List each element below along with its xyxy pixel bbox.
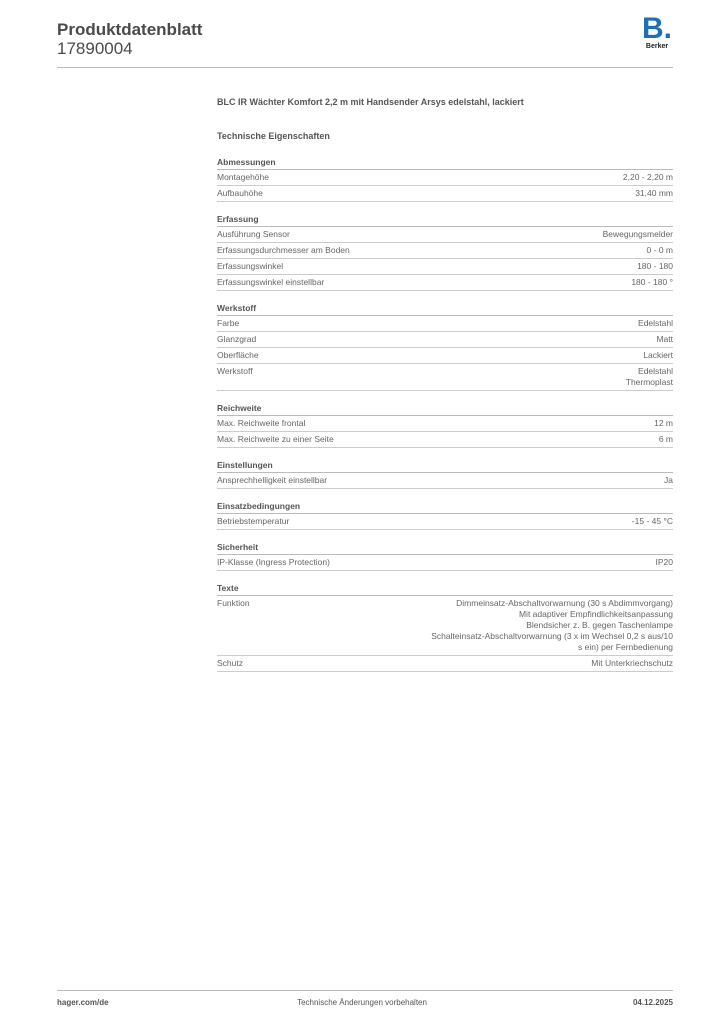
article-number: 17890004 (57, 39, 133, 58)
property-value: 31,40 mm (635, 188, 673, 198)
property-value: 180 - 180 ° (631, 277, 673, 287)
property-label: Werkstoff (217, 366, 253, 376)
header-divider (57, 67, 673, 68)
property-value: Edelstahl Thermoplast (625, 366, 673, 387)
property-row (217, 596, 673, 656)
property-label: Glanzgrad (217, 334, 257, 344)
property-label: Betriebstemperatur (217, 516, 290, 526)
property-row (217, 656, 673, 672)
section-heading: Reichweite (217, 401, 673, 416)
property-row (217, 259, 673, 275)
page-title: Produktdatenblatt (57, 20, 203, 39)
property-label: Schutz (217, 658, 243, 668)
property-row (217, 316, 673, 332)
section-title: Technische Eigenschaften (217, 131, 330, 141)
property-row (217, 514, 673, 530)
property-value: Lackiert (643, 350, 673, 360)
section-heading: Sicherheit (217, 540, 673, 555)
property-row (217, 275, 673, 291)
property-value: -15 - 45 °C (631, 516, 673, 526)
property-label: Farbe (217, 318, 240, 328)
logo-mark: B. (642, 12, 672, 45)
property-section (217, 499, 673, 530)
property-label: Max. Reichweite zu einer Seite (217, 434, 334, 444)
properties-table (217, 155, 673, 682)
property-section (217, 581, 673, 672)
property-value: Edelstahl (638, 318, 673, 328)
property-value: Matt (656, 334, 673, 344)
property-row (217, 473, 673, 489)
footer-note: Technische Änderungen vorbehalten (297, 998, 427, 1007)
property-label: Montagehöhe (217, 172, 269, 182)
property-section (217, 458, 673, 489)
property-label: Ausführung Sensor (217, 229, 290, 239)
product-name: BLC IR Wächter Komfort 2,2 m mit Handsender Arsys edelstahl, lackiert (217, 97, 524, 107)
property-label: Max. Reichweite frontal (217, 418, 306, 428)
property-value: IP20 (655, 557, 673, 567)
section-heading: Texte (217, 581, 673, 596)
section-heading: Werkstoff (217, 301, 673, 316)
section-heading: Abmessungen (217, 155, 673, 170)
logo-brand: Berker (645, 43, 669, 50)
property-section (217, 540, 673, 571)
property-label: IP-Klasse (Ingress Protection) (217, 557, 330, 567)
property-label: Erfassungswinkel einstellbar (217, 277, 325, 287)
property-label: Erfassungswinkel (217, 261, 284, 271)
property-row (217, 186, 673, 202)
property-row (217, 332, 673, 348)
property-row (217, 348, 673, 364)
property-value: 12 m (654, 418, 673, 428)
property-value: 2,20 - 2,20 m (622, 172, 673, 182)
property-section (217, 401, 673, 448)
property-row (217, 170, 673, 186)
property-row (217, 432, 673, 448)
property-value: Bewegungsmelder (602, 229, 673, 239)
property-value: Mit Unterkriechschutz (591, 658, 673, 668)
property-row (217, 243, 673, 259)
property-value: Ja (664, 475, 673, 485)
property-section (217, 155, 673, 202)
berker-logo (640, 12, 674, 50)
section-heading: Einsatzbedingungen (217, 499, 673, 514)
section-heading: Einstellungen (217, 458, 673, 473)
property-section (217, 212, 673, 291)
property-section (217, 301, 673, 391)
property-label: Erfassungsdurchmesser am Boden (217, 245, 350, 255)
property-row (217, 416, 673, 432)
property-value: 6 m (658, 434, 673, 444)
property-label: Oberfläche (217, 350, 259, 360)
section-heading: Erfassung (217, 212, 673, 227)
property-row (217, 364, 673, 391)
property-value: 0 - 0 m (646, 245, 673, 255)
property-row (217, 555, 673, 571)
footer-divider (57, 990, 673, 991)
property-label: Ansprechhelligkeit einstellbar (217, 475, 328, 485)
property-row (217, 227, 673, 243)
property-value: Dimmeinsatz-Abschaltvorwarnung (30 s Abdimmvorgang) Mit adaptiver Empfindlichkeitsanpassung Blendsicher z. B. gegen Taschenlampe Schalteinsatz-Abschaltvorwarnung (3 x im Wechsel 0,2 s aus/10 s ein) per Fernbedienung (431, 598, 673, 652)
footer-date: 04.12.2025 (632, 998, 673, 1007)
property-value: 180 - 180 (637, 261, 673, 271)
property-label: Aufbauhöhe (217, 188, 263, 198)
property-label: Funktion (217, 598, 250, 608)
footer-website[interactable]: hager.com/de (57, 998, 109, 1007)
